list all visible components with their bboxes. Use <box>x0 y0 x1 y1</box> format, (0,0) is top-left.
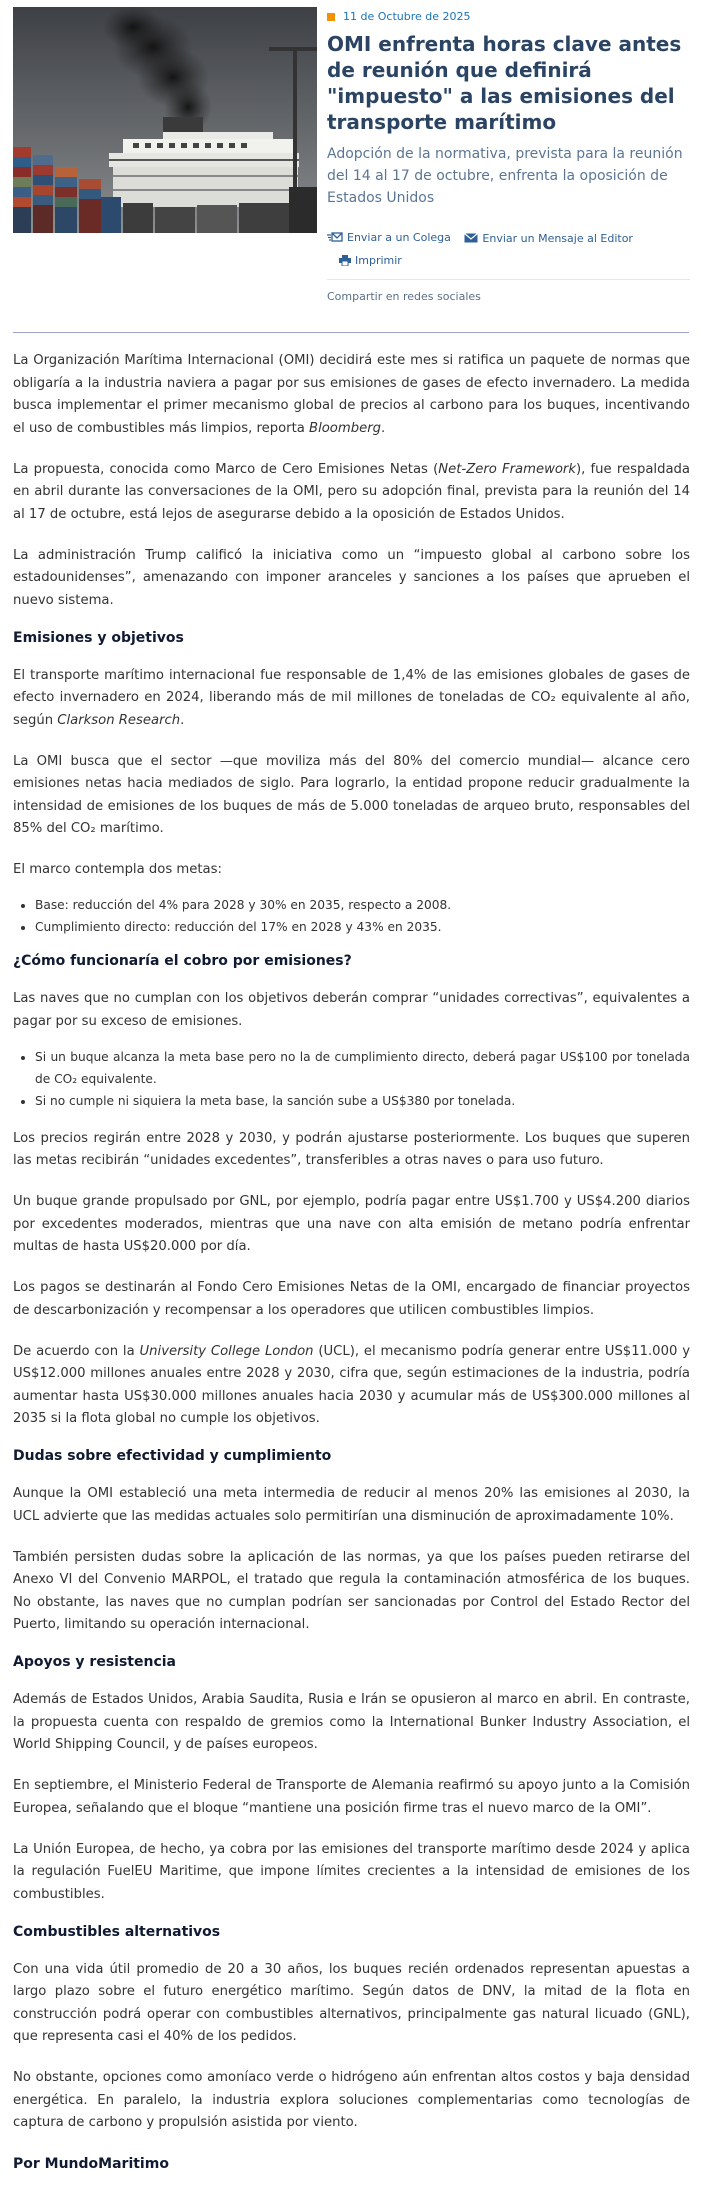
byline: Por MundoMaritimo <box>13 2156 169 2172</box>
list-item: • Base: reducción del 4% para 2028 y 30% en 2035, respecto a 2008. <box>35 894 690 916</box>
paragraph: El marco contempla dos metas: <box>13 862 222 877</box>
printer-icon <box>339 255 351 266</box>
section-heading-combustibles: Combustibles alternativos <box>13 1923 221 1940</box>
targets-list <box>35 894 690 938</box>
article-subtitle: Adopción de la normativa, prevista para la reunión del 14 al 17 de octubre, enfrenta la oposición de Estados Unidos <box>327 146 683 206</box>
article-actions <box>327 227 690 273</box>
section-heading-dudas: Dudas sobre efectividad y cumplimiento <box>13 1448 332 1464</box>
paragraph: También persisten dudas sobre la aplicación de las normas, ya que los países pueden retirarse del Anexo VI del Convenio MARPOL, el tratado que regula la contaminación atmosférica de los buques. No obstante, las naves que no cumplan podrían ser sancionadas por Control del Estado Rector del Puerto, limitando su operación internacional. <box>13 1549 690 1632</box>
paragraph: Con una vida útil promedio de 20 a 30 años, los buques recién ordenados representan apuestas a largo plazo sobre el futuro energético marítimo. Según datos de DNV, la mitad de la flota en construcción podrá operar con combustibles alternativos, principalmente gas natural licuado (GNL), que representa casi el 40% de los pedidos. <box>13 1961 690 2044</box>
paragraph: Además de Estados Unidos, Arabia Saudita, Rusia e Irán se opusieron al marco en abril. En contraste, la propuesta cuenta con respaldo de gremios como la International Bunker Industry Association, el World Shipping Council, y de países europeos. <box>13 1692 690 1752</box>
send-to-editor-link[interactable] <box>464 228 633 249</box>
section-heading-apoyos: Apoyos y resistencia <box>13 1654 176 1670</box>
list-item: • Cumplimiento directo: reducción del 17% en 2028 y 43% en 2035. <box>35 916 690 938</box>
list-item: • Si un buque alcanza la meta base pero no la de cumplimiento directo, deberá pagar US$100 por tonelada de CO₂ equivalente. <box>35 1046 690 1090</box>
date-marker-icon <box>327 13 335 21</box>
paragraph: Los pagos se destinarán al Fondo Cero Emisiones Netas de la OMI, encargado de financiar proyectos de descarbonización y recompensar a los operadores que utilicen combustibles limpios. <box>13 1280 690 1318</box>
print-link[interactable] <box>339 250 402 271</box>
paragraph: La Unión Europea, de hecho, ya cobra por las emisiones del transporte marítimo desde 2024 y aplica la regulación FuelEU Maritime, que impone límites crecientes a la intensidad de emisiones de los combustibles. <box>13 1841 690 1902</box>
article-title: OMI enfrenta horas clave antes de reunión que definirá "impuesto" a las emisiones del transporte marítimo <box>327 32 682 134</box>
envelope-icon <box>464 233 478 243</box>
share-social-link[interactable]: Compartir en redes sociales <box>327 279 690 303</box>
paragraph: Las naves que no cumplan con los objetivos deberán comprar “unidades correctivas”, equivalentes a pagar por su exceso de emisiones. <box>13 991 690 1029</box>
header-divider <box>13 332 689 333</box>
paragraph: El transporte marítimo internacional fue responsable de 1,4% de las emisiones globales de gases de efecto invernadero en 2024, liberando más de mil millones de toneladas de CO₂ equivalente al año, según Clarkson Research. <box>13 667 690 728</box>
paragraph: Aunque la OMI estableció una meta intermedia de reducir al menos 20% las emisiones al 2030, la UCL advierte que las medidas actuales solo permitirían una disminución de aproximadamente 10%. <box>13 1486 690 1524</box>
penalties-list <box>35 1046 690 1112</box>
paragraph: Los precios regirán entre 2028 y 2030, y podrán ajustarse posteriormente. Los buques que superen las metas recibirán “unidades excedentes”, transferibles a otras naves o para uso futuro. <box>13 1130 690 1168</box>
paragraph: De acuerdo con la University College London (UCL), el mecanismo podría generar entre US$11.000 y US$12.000 millones anuales entre 2028 y 2030, cifra que, según estimaciones de la industria, podría aumentar hasta US$30.000 millones anuales hacia 2030 y acumular más de US$300.000 millones al 2035 si la flota global no cumple los objetivos. <box>13 1343 690 1426</box>
paragraph: En septiembre, el Ministerio Federal de Transporte de Alemania reafirmó su apoyo junto a la Comisión Europea, señalando que el bloque “mantiene una posición firme tras el nuevo marco de la OMI”. <box>13 1778 690 1816</box>
section-heading-cobro: ¿Cómo funcionaría el cobro por emisiones? <box>13 953 352 969</box>
date-row <box>327 8 690 25</box>
paragraph: La propuesta, conocida como Marco de Cero Emisiones Netas (Net-Zero Framework), fue respaldada en abril durante las conversaciones de la OMI, pero su adopción final, prevista para la reunión del 14 al 17 de octubre, está lejos de asegurarse debido a la oposición de Estados Unidos. <box>13 461 690 522</box>
send-colleague-label: Enviar a un Colega <box>347 231 451 244</box>
print-label: Imprimir <box>355 254 402 267</box>
paragraph: La OMI busca que el sector —que moviliza más del 80% del comercio mundial— alcance cero emisiones netas hacia mediados de siglo. Para lograrlo, la entidad propone reducir gradualmente la intensidad de emisiones de los buques de más de 5.000 toneladas de arqueo bruto, responsables del 85% del CO₂ marítimo. <box>13 753 690 836</box>
send-colleague-icon <box>327 232 343 243</box>
paragraph: No obstante, opciones como amoníaco verde o hidrógeno aún enfrentan altos costos y baja densidad energética. En paralelo, la industria explora soluciones complementarias como tecnologías de captura de carbono y propulsión asistida por viento. <box>13 2070 690 2130</box>
section-heading-emisiones: Emisiones y objetivos <box>13 629 184 646</box>
publish-date: 11 de Octubre de 2025 <box>343 10 471 23</box>
article-image <box>13 7 317 233</box>
send-editor-label: Enviar un Mensaje al Editor <box>482 231 633 245</box>
article-body <box>13 350 690 2176</box>
article-header <box>327 8 690 303</box>
paragraph: La Organización Marítima Internacional (OMI) decidirá este mes si ratifica un paquete de normas que obligaría a la industria naviera a pagar por sus emisiones de gases de efecto invernadero. La medida busca implementar el primer mecanismo global de precios al carbono para los buques, incentivando el uso de combustibles más limpios, reporta Bloomberg. <box>13 353 690 436</box>
list-item: • Si no cumple ni siquiera la meta base, la sanción sube a US$380 por tonelada. <box>35 1090 690 1112</box>
paragraph: La administración Trump calificó la iniciativa como un “impuesto global al carbono sobre los estadounidenses”, amenazando con imponer aranceles y sanciones a los países que aprueben el nuevo sistema. <box>13 547 690 608</box>
send-to-colleague-link[interactable] <box>327 227 451 248</box>
paragraph: Un buque grande propulsado por GNL, por ejemplo, podría pagar entre US$1.700 y US$4.200 diarios por excedentes moderados, mientras que una nave con alta emisión de metano podría enfrentar multas de hasta US$20.000 por día. <box>13 1194 690 1254</box>
